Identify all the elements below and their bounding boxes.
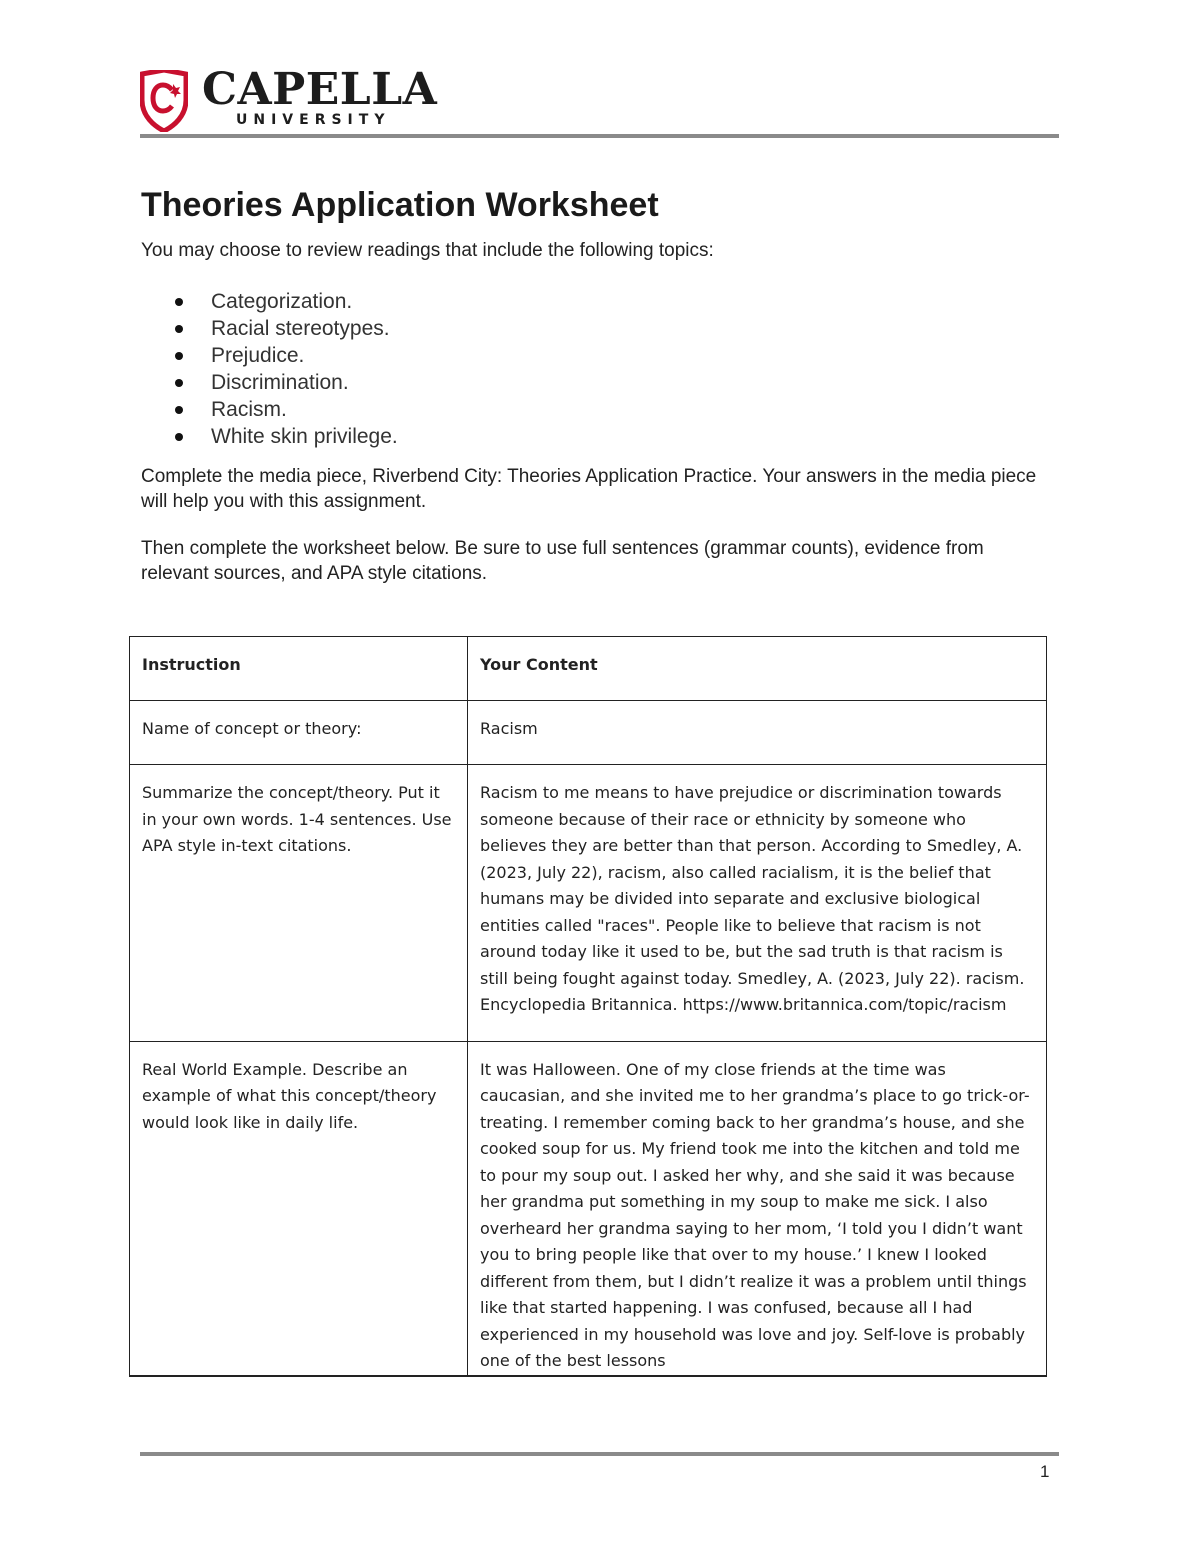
media-instructions: Complete the media piece, Riverbend City: Theories Application Practice. Your answers in the media piece will help you with this assignment. (141, 466, 1037, 512)
list-item (141, 396, 398, 423)
column-header-content: Your Content (468, 637, 1047, 701)
page-title: Theories Application Worksheet (141, 186, 659, 224)
topic-list (141, 288, 398, 450)
topic-label: Discrimination. (211, 371, 349, 394)
content-cell: Racism (468, 701, 1047, 765)
table-header-row (130, 637, 1047, 701)
topic-label: Categorization. (211, 290, 353, 313)
instruction-cell: Name of concept or theory: (130, 701, 468, 765)
list-item (141, 423, 398, 450)
topic-label: Racial stereotypes. (211, 317, 390, 340)
instruction-cell: Summarize the concept/theory. Put it in your own words. 1-4 sentences. Use APA style in-text citations. (130, 765, 468, 1042)
list-item (141, 315, 398, 342)
footer-divider (140, 1452, 1059, 1456)
table-row (130, 1041, 1047, 1376)
topic-label: Prejudice. (211, 344, 305, 367)
page-number: 1 (1040, 1462, 1050, 1481)
list-item (141, 342, 398, 369)
instruction-cell: Real World Example. Describe an example of what this concept/theory would look like in daily life. (130, 1041, 468, 1376)
list-item (141, 288, 398, 315)
capella-shield-icon (140, 70, 188, 132)
table-row (130, 701, 1047, 765)
content-cell: Racism to me means to have prejudice or discrimination towards someone because of their race or ethnicity by someone who believes they are better than that person. According to Smedley, A. (2023, July 22), racism, also called racialism, it is the belief that humans may be divided into separate and exclusive biological entities called "races". People like to believe that racism is not around today like it used to be, but the sad truth is that racism is still being fought against today. Smedley, A. (2023, July 22). racism. Encyclopedia Britannica. https://www.britannica.com/topic/racism (468, 765, 1047, 1042)
content-cell: It was Halloween. One of my close friends at the time was caucasian, and she invited me to her grandma’s place to go trick-or-treating. I remember coming back to her grandma’s house, and she cooked soup for us. My friend took me into the kitchen and told me to pour my soup out. I asked her why, and she said it was because her grandma put something in my soup to make me sick. I also overheard her grandma saying to her mom, ‘I told you I didn’t want you to bring people like that over to my house.’ I knew I looked different from them, but I didn’t realize it was a problem until things like that started happening. I was confused, because all I had experienced in my household was love and joy. Self-love is probably one of the best lessons (468, 1041, 1047, 1376)
bullet-icon (175, 298, 183, 306)
page-header (140, 66, 1060, 138)
brand-name: CAPELLA (202, 64, 438, 115)
header-divider (140, 134, 1059, 138)
bullet-icon (175, 406, 183, 414)
topic-label: Racism. (211, 398, 287, 421)
column-header-instruction: Instruction (130, 637, 468, 701)
worksheet-table (129, 636, 1047, 1377)
worksheet-instructions: Then complete the worksheet below. Be sure to use full sentences (grammar counts), evidence from relevant sources, and APA style citations. (141, 538, 984, 584)
bullet-icon (175, 433, 183, 441)
bullet-icon (175, 352, 183, 360)
bullet-icon (175, 379, 183, 387)
table-row (130, 765, 1047, 1042)
list-item (141, 369, 398, 396)
brand-subtitle: UNIVERSITY (236, 112, 391, 128)
bullet-icon (175, 325, 183, 333)
topic-label: White skin privilege. (211, 425, 398, 448)
intro-text: You may choose to review readings that include the following topics: (141, 240, 714, 261)
